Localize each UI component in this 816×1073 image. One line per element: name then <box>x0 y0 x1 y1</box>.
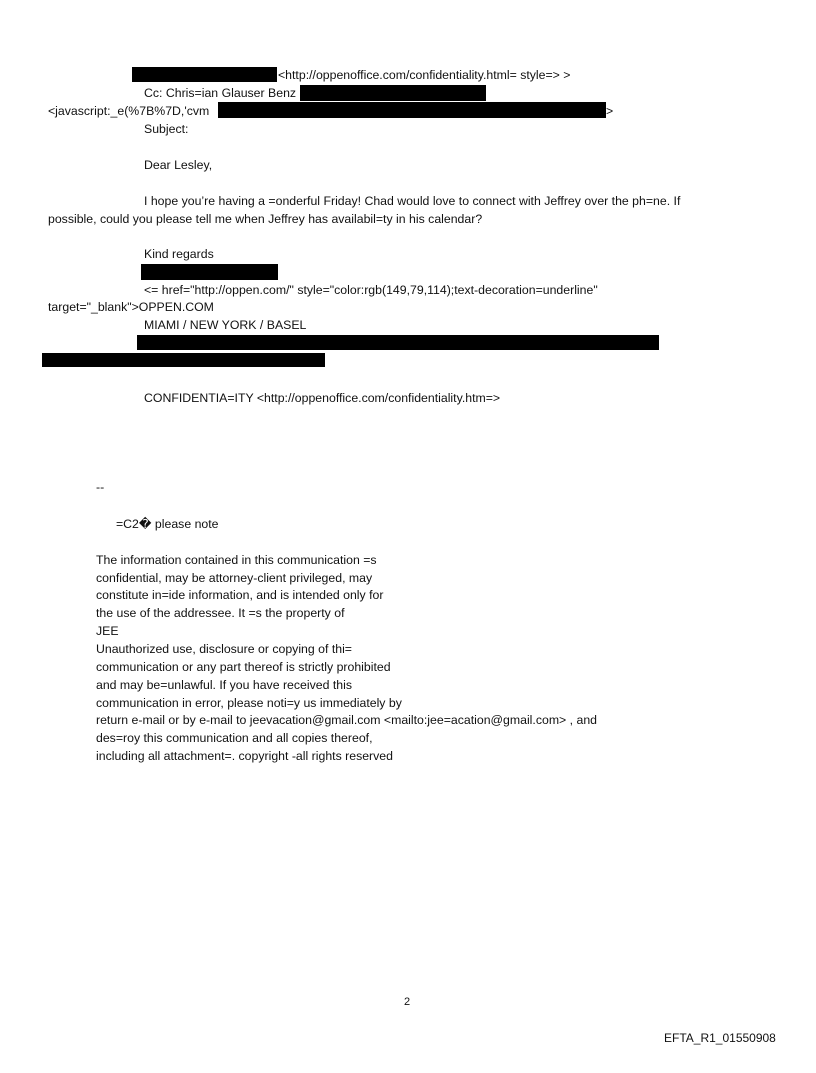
disclaimer-line: the use of the addressee. It =s the property of <box>96 606 345 620</box>
disclaimer-line: des=roy this communication and all copies thereof, <box>96 731 373 745</box>
separator: -- <box>96 480 105 494</box>
body-paragraph-line-2: possible, could you please tell me when Jeffrey has availabil=ty in his calendar? <box>48 212 483 226</box>
disclaimer-line: communication in error, please noti=y us immediately by <box>96 696 402 710</box>
redaction-from <box>132 67 277 82</box>
bates-stamp: EFTA_R1_01550908 <box>664 1031 776 1045</box>
redaction-address-2 <box>42 353 325 367</box>
redaction-cc <box>300 85 486 101</box>
disclaimer-line: communication or any part thereof is strictly prohibited <box>96 660 391 674</box>
disclaimer-line: constitute in=ide information, and is intended only for <box>96 588 384 602</box>
disclaimer-line: and may be=unlawful. If you have received this <box>96 678 352 692</box>
page-number: 2 <box>404 996 411 1008</box>
greeting: Dear Lesley, <box>144 158 213 172</box>
disclaimer-line: including all attachment=. copyright -all rights reserved <box>96 749 393 763</box>
javascript-line-end: > <box>606 104 614 118</box>
closing: Kind regards <box>144 247 214 261</box>
subject-line: Subject: <box>144 122 189 136</box>
redaction-signature-name <box>141 264 278 280</box>
signature-href-line-1: <= href="http://oppen.com/" style="color:rgb(149,79,114);text-decoration=underline" <box>144 283 598 297</box>
signature-href-line-2: target="_blank">OPPEN.COM <box>48 300 214 314</box>
disclaimer-line: return e-mail or by e-mail to jeevacation@gmail.com <mailto:jee=acation@gmail.com> , and <box>96 713 598 727</box>
signature-cities: MIAMI / NEW YORK / BASEL <box>144 318 307 332</box>
disclaimer-line: confidential, may be attorney-client privileged, may <box>96 571 373 585</box>
redaction-address-1 <box>137 335 659 350</box>
body-paragraph-line-1: I hope you’re having a =onderful Friday! Chad would love to connect with Jeffrey over the ph=ne. If <box>144 194 681 208</box>
confidentiality-link: CONFIDENTIA=ITY <http://oppenoffice.com/confidentiality.htm=> <box>144 391 501 405</box>
redaction-javascript <box>218 102 606 118</box>
cc-line: Cc: Chris=ian Glauser Benz <box>144 86 297 100</box>
please-note: =C2� please note <box>116 517 219 531</box>
disclaimer-line: The information contained in this communication =s <box>96 553 377 567</box>
disclaimer-line: JEE <box>96 624 119 638</box>
from-link: <http://oppenoffice.com/confidentiality.html= style=> > <box>278 68 571 82</box>
javascript-line: <javascript:_e(%7B%7D,'cvm <box>48 104 210 118</box>
disclaimer-line: Unauthorized use, disclosure or copying of thi= <box>96 642 352 656</box>
